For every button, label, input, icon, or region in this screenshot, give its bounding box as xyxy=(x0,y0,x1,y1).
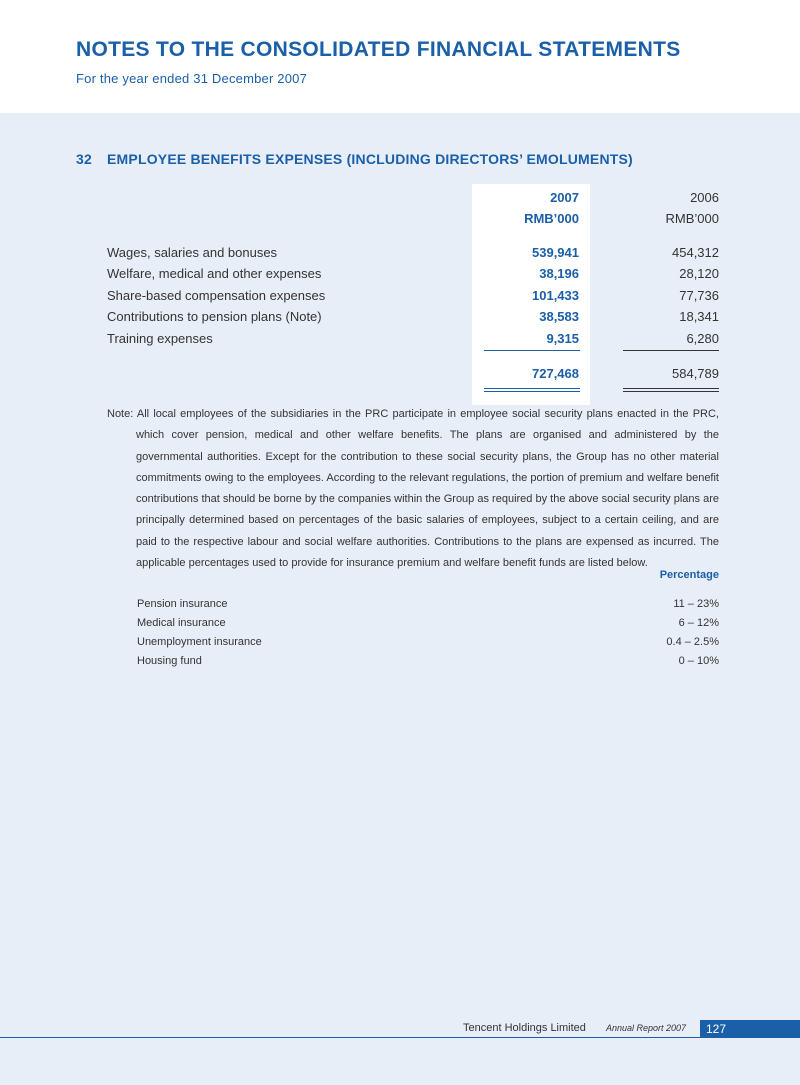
table-row xyxy=(107,245,719,265)
row-label: Welfare, medical and other expenses xyxy=(107,266,322,281)
percentage-value: 0.4 – 2.5% xyxy=(666,636,719,648)
note-text: All local employees of the subsidiaries in the PRC participate in employee social security plans enacted in the PRC, which cover pension, medical and other welfare benefits. The plans are organised and administered by the governmental authorities. Except for the contribution to these social security plans, the Group has no other material commitments owing to the employees. According to the relevant regulations, the portion of premium and welfare benefit contributions that should be borne by the companies within the Group as required by the above social security plans are principally determined based on percentages of the basic salaries of employees, subject to a certain ceiling, and are paid to the respective labour and social welfare authorities. Contributions to the plans are expensed as incurred. The applicable percentages used to provide for insurance premium and welfare benefit funds are listed below. xyxy=(136,408,719,570)
percentage-value: 11 – 23% xyxy=(673,598,719,610)
percentage-label: Housing fund xyxy=(137,655,202,667)
column-2006-unit: RMB’000 xyxy=(665,211,719,226)
note-prefix: Note: xyxy=(107,408,134,420)
footer-company: Tencent Holdings Limited xyxy=(463,1022,586,1034)
table-row xyxy=(107,331,719,351)
section-title: EMPLOYEE BENEFITS EXPENSES (INCLUDING DIRECTORS’ EMOLUMENTS) xyxy=(107,151,633,167)
total-2006: 584,789 xyxy=(672,366,719,381)
page-subtitle: For the year ended 31 December 2007 xyxy=(76,71,308,86)
section-heading xyxy=(76,151,633,167)
footer-rule xyxy=(0,1037,800,1038)
table-row xyxy=(107,309,719,329)
page-title: NOTES TO THE CONSOLIDATED FINANCIAL STATEMENTS xyxy=(76,38,681,61)
total-2007: 727,468 xyxy=(532,366,579,381)
page-number: 127 xyxy=(700,1020,800,1038)
row-label: Training expenses xyxy=(107,331,213,346)
percentage-row xyxy=(137,636,719,654)
row-value-2006: 77,736 xyxy=(679,288,719,303)
footer-report-name: Annual Report 2007 xyxy=(606,1023,687,1033)
percentage-label: Pension insurance xyxy=(137,598,228,610)
page-header xyxy=(0,0,800,113)
table-row xyxy=(107,266,719,286)
row-value-2007: 38,196 xyxy=(539,266,579,281)
percentage-row xyxy=(137,598,719,616)
subtotal-rule-2007 xyxy=(484,350,580,351)
note-body xyxy=(107,404,719,574)
percentage-row xyxy=(137,655,719,673)
row-value-2007: 539,941 xyxy=(532,245,579,260)
table-total-row xyxy=(107,366,719,386)
row-value-2006: 454,312 xyxy=(672,245,719,260)
percentage-label: Medical insurance xyxy=(137,617,226,629)
row-value-2006: 6,280 xyxy=(686,331,719,346)
column-2006-year: 2006 xyxy=(690,190,719,205)
percentage-label: Unemployment insurance xyxy=(137,636,262,648)
row-value-2006: 28,120 xyxy=(679,266,719,281)
column-2007-year: 2007 xyxy=(550,190,579,205)
row-label: Share-based compensation expenses xyxy=(107,288,326,303)
row-label: Wages, salaries and bonuses xyxy=(107,245,278,260)
total-double-rule-2006-bottom xyxy=(623,391,719,392)
total-double-rule-2007-top xyxy=(484,388,580,389)
row-value-2007: 101,433 xyxy=(532,288,579,303)
column-2007-unit: RMB’000 xyxy=(524,211,579,226)
row-value-2007: 38,583 xyxy=(539,309,579,324)
percentage-value: 6 – 12% xyxy=(678,617,719,629)
section-number: 32 xyxy=(76,151,92,167)
row-label: Contributions to pension plans (Note) xyxy=(107,309,322,324)
subtotal-rule-2006 xyxy=(623,350,719,351)
table-row xyxy=(107,288,719,308)
total-double-rule-2007-bottom xyxy=(484,391,580,392)
row-value-2007: 9,315 xyxy=(546,331,579,346)
note-paragraph xyxy=(107,404,719,574)
table-header-year xyxy=(107,190,719,210)
percentage-header: Percentage xyxy=(659,569,719,581)
percentage-row xyxy=(137,617,719,635)
percentage-value: 0 – 10% xyxy=(678,655,719,667)
table-header-unit xyxy=(107,211,719,231)
row-value-2006: 18,341 xyxy=(679,309,719,324)
total-double-rule-2006-top xyxy=(623,388,719,389)
